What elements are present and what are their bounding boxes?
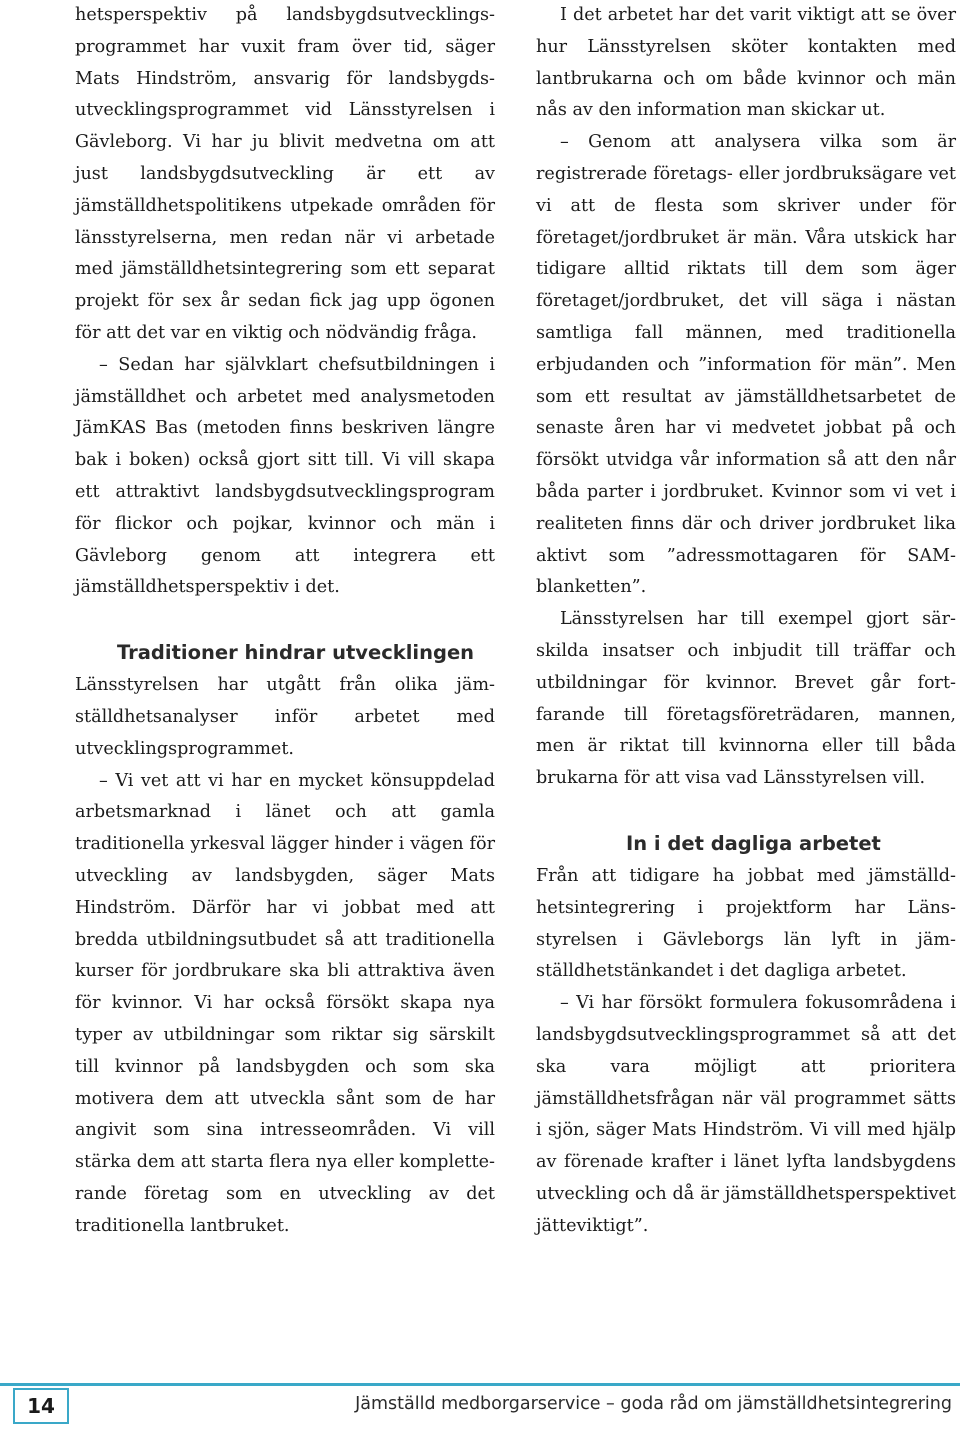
- footer-rule: [0, 1383, 960, 1386]
- section-heading: In i det dagliga arbetet: [626, 831, 881, 855]
- body-paragraph: hetsperspektiv på landsbygdsutvecklingsprogrammet har vuxit fram över tid, säger Mats Hindström, ansvarig för landsbygdsutvecklingsprogrammet vid Länsstyrelsen i Gävleborg. Vi har ju blivit medvetna om att just landsbygdsutveckling är ett av jämställdhetspolitikens utpekade områden för länsstyrelserna, men redan när vi arbetade med jämställdhetsintegrering som ett separat projekt för sex år sedan fick jag upp ögonen för att det var en viktig och nödvändig fråga.: [75, 5, 495, 343]
- body-paragraph: I det arbetet har det varit viktigt att se över hur Länsstyrelsen sköter kontakten med lantbrukarna och om både kvinnor och män nås av den information man skickar ut.: [536, 5, 956, 121]
- section-heading: Traditioner hindrar utvecklingen: [117, 641, 475, 665]
- body-paragraph: Från att tidigare ha jobbat med jämställdhetsintegrering i projektform har Länsstyrelsen i Gävleborgs län lyft in jämställdhetstänkandet i det dagliga arbetet.: [536, 865, 956, 982]
- body-paragraph: Länsstyrelsen har till exempel gjort särskilda insatser och inbjudit till träffar och utbildningar för kvinnor. Brevet går fortfarande till företagsföreträdaren, mannen, men är riktat till kvinnorna eller till båda brukarna för att visa vad Länsstyrelsen vill.: [536, 609, 956, 789]
- page-number: 14: [13, 1388, 69, 1424]
- body-paragraph: – Vi vet att vi har en mycket könsuppdelad arbetsmarknad i länet och att gamla traditionella yrkesval lägger hinder i vägen för utveckling av landsbygden, säger Mats Hindström. Därför har vi jobbat med att bredda utbildningsutbudet så att traditionella kurser för jordbrukare ska bli attraktiva även för kvinnor. Vi har också försökt skapa nya typer av utbildningar som riktar sig särskilt till kvinnor på landsbygden och som ska motivera dem att utveckla sånt som de har angivit som sina intresseområden. Vi vill stärka dem att starta flera nya eller kompletterande företag som en utveckling av det traditionella lantbruket.: [75, 770, 495, 1236]
- right-column: [536, 0, 956, 1242]
- body-paragraph: – Genom att analysera vilka som är registrerade företags- eller jordbruksägare vet vi att de flesta som skriver under för företaget/jordbruket är män. Våra utskick har tidigare alltid riktats till dem som äger företaget/jordbruket, det vill säga i nästan samtliga fall männen, med traditionella erbjudanden och ”information för män”. Men som ett resultat av jämställdhetsarbetet de senaste åren har vi medvetet jobbat på och försökt utvidga vår information så att den når båda parter i jordbruket. Kvinnor som vi vet i realiteten finns där och driver jordbruket lika aktivt som ”adressmottagaren för SAM-blanketten”.: [536, 132, 956, 598]
- body-paragraph: Länsstyrelsen har utgått från olika jämställdhetsanalyser inför arbetet med utvecklingsprogrammet.: [75, 675, 495, 759]
- footer-title: Jämställd medborgarservice – goda råd om jämställdhetsintegrering: [355, 1394, 952, 1414]
- body-paragraph: – Sedan har självklart chefsutbildningen i jämställdhet och arbetet med analysmetoden JämKAS Bas (metoden finns beskriven längre bak i boken) också gjort sitt till. Vi vill skapa ett attraktivt landsbygdsutvecklingsprogram för flickor och pojkar, kvinnor och män i Gävleborg genom att integrera ett jämställdhetsperspektiv i det.: [75, 354, 495, 598]
- body-paragraph: – Vi har försökt formulera fokusområdena i landsbygdsutvecklingsprogrammet så att det ska vara möjligt att prioritera jämställdhetsfrågan när väl programmet sätts i sjön, säger Mats Hindström. Vi vill med hjälp av förenade krafter i länet lyfta landsbygdens utveckling och då är jämställdhetsperspektivet jätteviktigt”.: [536, 993, 956, 1236]
- left-column: [75, 0, 495, 1242]
